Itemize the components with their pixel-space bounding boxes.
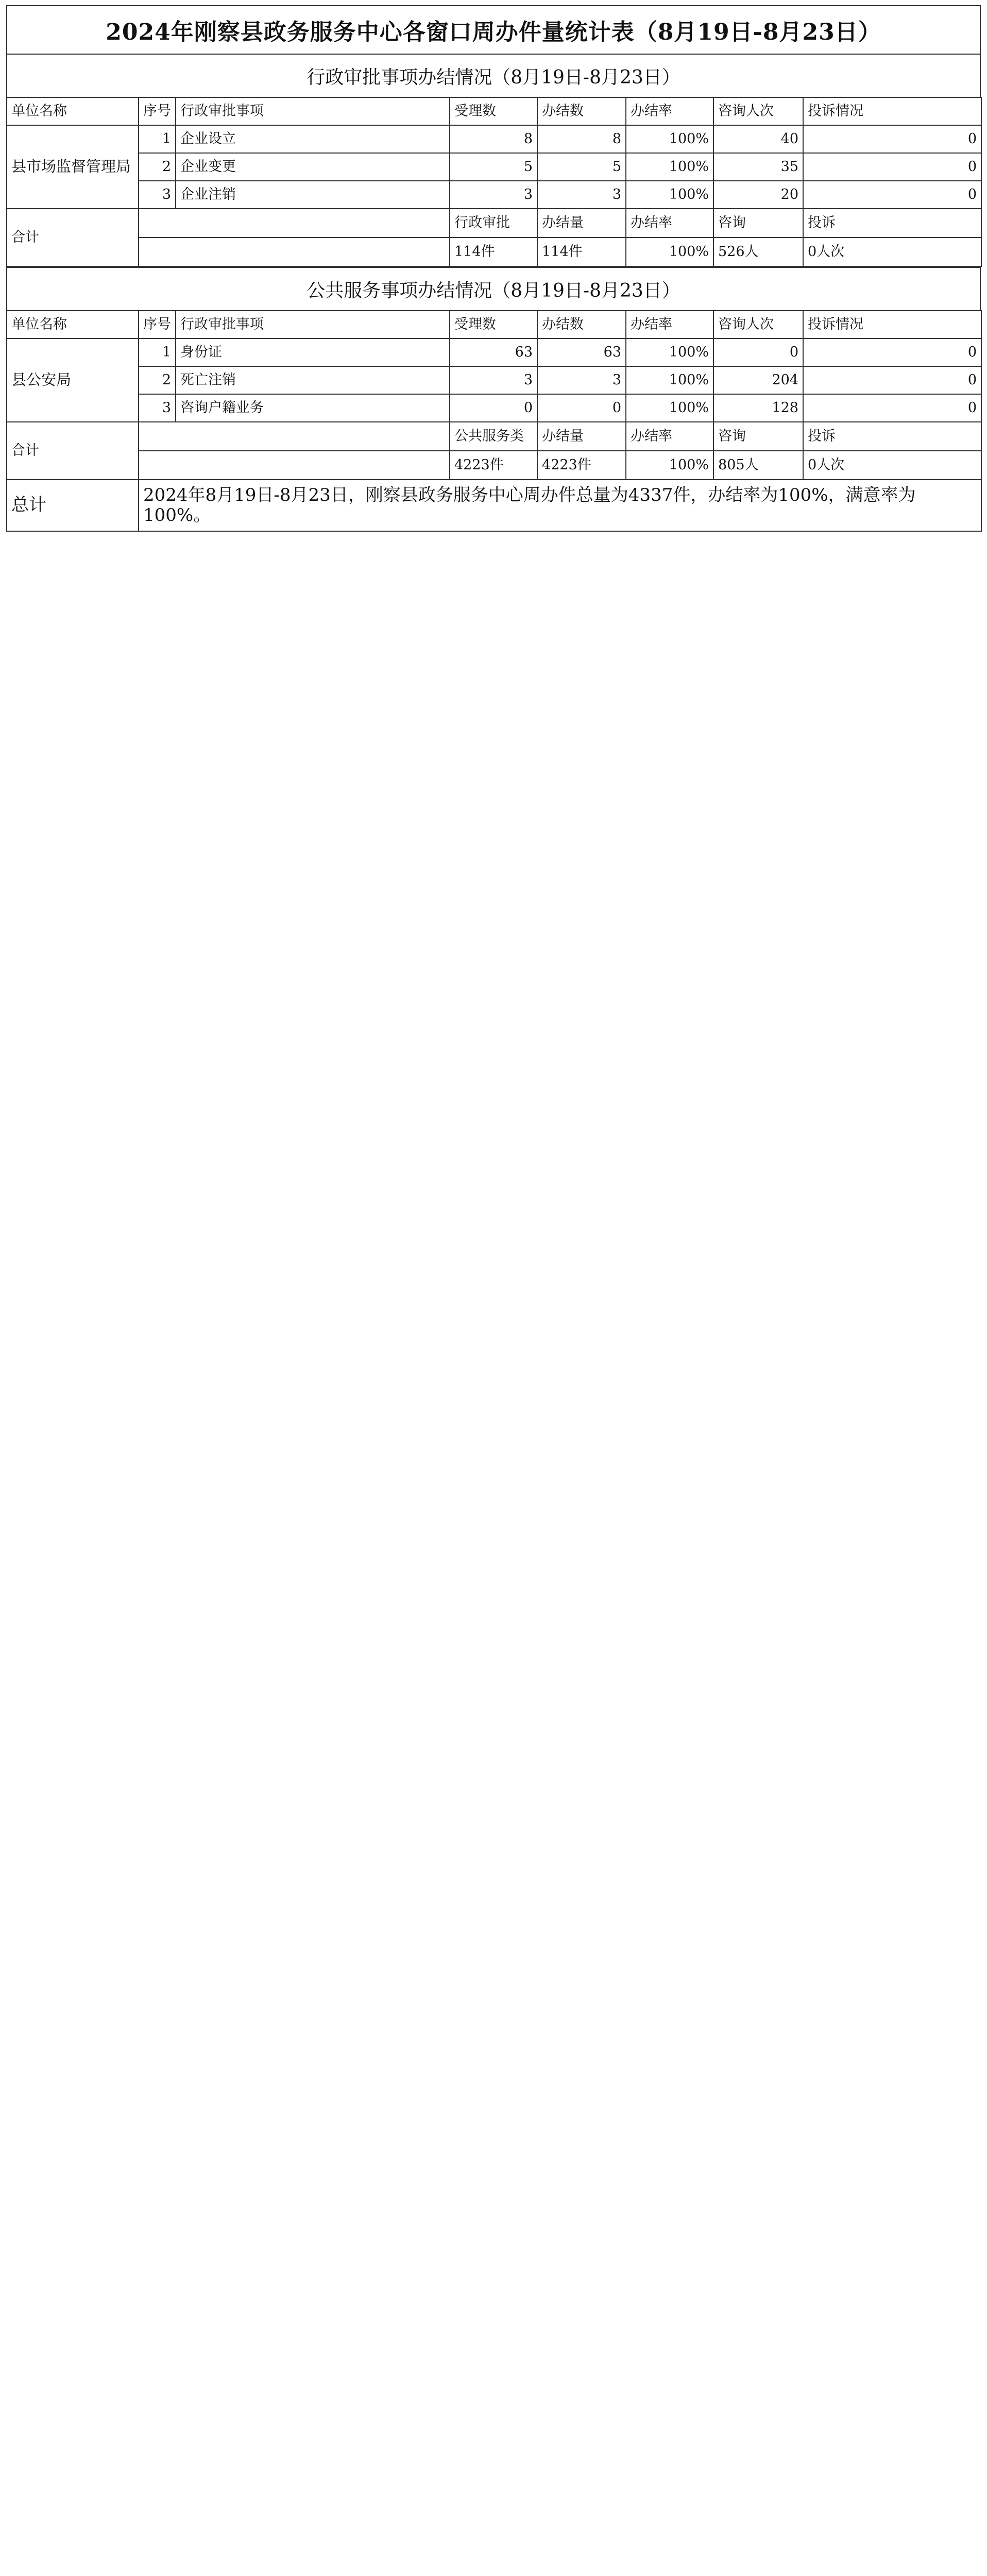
public-table: [6, 310, 982, 532]
admin-total-v5: 0人次: [803, 238, 981, 266]
complaint-count: 0: [803, 153, 981, 181]
completed-count: 0: [537, 394, 626, 422]
admin-total-v1: 114件: [450, 238, 537, 266]
table-row: [7, 153, 981, 181]
table-row: [7, 125, 981, 153]
admin-total-h1: 行政审批: [450, 209, 537, 238]
header-accepted: 受理数: [450, 97, 537, 125]
header-completed: 办结数: [537, 97, 626, 125]
completed-count: 3: [537, 181, 626, 209]
public-total-h3: 办结率: [626, 422, 713, 451]
row-index: 1: [139, 125, 176, 153]
public-section-title: 公共服务事项办结情况（8月19日-8月23日）: [6, 267, 981, 310]
item-name: 企业设立: [176, 125, 450, 153]
admin-table: [6, 97, 982, 267]
document-title: 2024年刚察县政务服务中心各窗口周办件量统计表（8月19日-8月23日）: [6, 5, 981, 54]
unit-name: 县公安局: [7, 338, 139, 422]
complaint-count: 0: [803, 338, 981, 366]
public-total-label: 合计: [7, 422, 139, 480]
row-index: 3: [139, 181, 176, 209]
row-index: 2: [139, 153, 176, 181]
header-unit: 单位名称: [7, 97, 139, 125]
consult-count: 128: [713, 394, 803, 422]
public-header-row: [7, 311, 981, 338]
accepted-count: 5: [450, 153, 537, 181]
consult-count: 204: [713, 366, 803, 394]
header-rate: 办结率: [626, 311, 713, 338]
summary-label: 总计: [7, 480, 139, 531]
row-index: 1: [139, 338, 176, 366]
public-total-v1: 4223件: [450, 451, 537, 480]
summary-row: [7, 480, 981, 531]
completed-count: 8: [537, 125, 626, 153]
admin-total-row-labels: [7, 209, 981, 238]
completion-rate: 100%: [626, 125, 713, 153]
item-name: 身份证: [176, 338, 450, 366]
item-name: 企业注销: [176, 181, 450, 209]
accepted-count: 63: [450, 338, 537, 366]
admin-total-h5: 投诉: [803, 209, 981, 238]
public-total-h1: 公共服务类: [450, 422, 537, 451]
admin-table-body: [7, 125, 981, 209]
complaint-count: 0: [803, 125, 981, 153]
accepted-count: 3: [450, 366, 537, 394]
accepted-count: 8: [450, 125, 537, 153]
unit-name: 县市场监督管理局: [7, 125, 139, 209]
header-complaint: 投诉情况: [803, 311, 981, 338]
admin-total-row-values: [7, 238, 981, 266]
completion-rate: 100%: [626, 153, 713, 181]
admin-total-label: 合计: [7, 209, 139, 266]
public-total-spacer-2: [139, 451, 450, 480]
completion-rate: 100%: [626, 338, 713, 366]
header-unit: 单位名称: [7, 311, 139, 338]
accepted-count: 0: [450, 394, 537, 422]
public-total-h2: 办结量: [537, 422, 626, 451]
header-consult: 咨询人次: [713, 311, 803, 338]
complaint-count: 0: [803, 366, 981, 394]
table-row: [7, 338, 981, 366]
item-name: 咨询户籍业务: [176, 394, 450, 422]
public-table-body: [7, 338, 981, 422]
public-total-v2: 4223件: [537, 451, 626, 480]
public-total-h5: 投诉: [803, 422, 981, 451]
table-row: [7, 181, 981, 209]
header-item: 行政审批事项: [176, 311, 450, 338]
header-item: 行政审批事项: [176, 97, 450, 125]
complaint-count: 0: [803, 394, 981, 422]
consult-count: 0: [713, 338, 803, 366]
admin-total-spacer-2: [139, 238, 450, 266]
public-total-row-labels: [7, 422, 981, 451]
admin-total-h2: 办结量: [537, 209, 626, 238]
consult-count: 35: [713, 153, 803, 181]
public-total-v4: 805人: [713, 451, 803, 480]
item-name: 企业变更: [176, 153, 450, 181]
public-total-h4: 咨询: [713, 422, 803, 451]
public-total-row-values: [7, 451, 981, 480]
table-row: [7, 394, 981, 422]
accepted-count: 3: [450, 181, 537, 209]
completed-count: 3: [537, 366, 626, 394]
item-name: 死亡注销: [176, 366, 450, 394]
completed-count: 63: [537, 338, 626, 366]
header-index: 序号: [139, 97, 176, 125]
complaint-count: 0: [803, 181, 981, 209]
header-rate: 办结率: [626, 97, 713, 125]
admin-total-h4: 咨询: [713, 209, 803, 238]
admin-total-v2: 114件: [537, 238, 626, 266]
table-row: [7, 366, 981, 394]
summary-text: 2024年8月19日-8月23日，刚察县政务服务中心周办件总量为4337件，办结率为100%，满意率为100%。: [139, 480, 981, 531]
consult-count: 20: [713, 181, 803, 209]
admin-section-title: 行政审批事项办结情况（8月19日-8月23日）: [6, 54, 981, 97]
completion-rate: 100%: [626, 181, 713, 209]
admin-total-v4: 526人: [713, 238, 803, 266]
public-total-v5: 0人次: [803, 451, 981, 480]
header-index: 序号: [139, 311, 176, 338]
row-index: 2: [139, 366, 176, 394]
admin-header-row: [7, 97, 981, 125]
admin-total-h3: 办结率: [626, 209, 713, 238]
header-completed: 办结数: [537, 311, 626, 338]
header-consult: 咨询人次: [713, 97, 803, 125]
admin-total-v3: 100%: [626, 238, 713, 266]
completed-count: 5: [537, 153, 626, 181]
header-accepted: 受理数: [450, 311, 537, 338]
consult-count: 40: [713, 125, 803, 153]
header-complaint: 投诉情况: [803, 97, 981, 125]
completion-rate: 100%: [626, 394, 713, 422]
public-total-v3: 100%: [626, 451, 713, 480]
statistics-document: [6, 0, 981, 532]
completion-rate: 100%: [626, 366, 713, 394]
row-index: 3: [139, 394, 176, 422]
admin-total-spacer: [139, 209, 450, 238]
public-total-spacer: [139, 422, 450, 451]
